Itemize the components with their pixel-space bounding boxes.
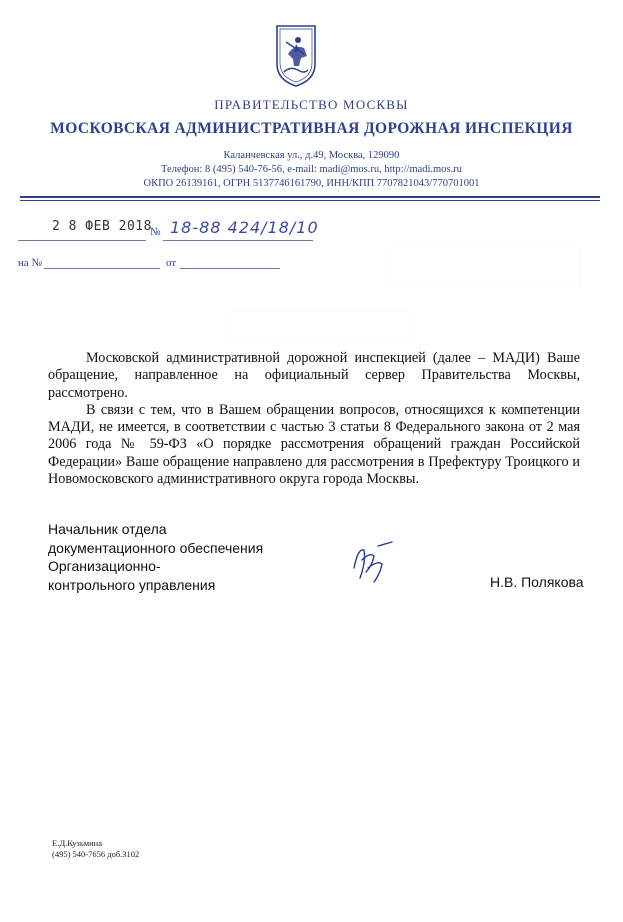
organization-title: МОСКОВСКАЯ АДМИНИСТРАТИВНАЯ ДОРОЖНАЯ ИНСПЕКЦИЯ bbox=[50, 120, 573, 137]
body-paragraph-1: Московской административной дорожной инспекцией (далее – МАДИ) Ваше обращение, направленное на официальный сервер Правительства Москвы, рассмотрено. bbox=[48, 350, 580, 401]
executor-info bbox=[52, 838, 139, 860]
position-line: Организационно- bbox=[48, 558, 161, 574]
government-title: ПРАВИТЕЛЬСТВО МОСКВЫ bbox=[214, 97, 409, 112]
date-stamp: 2 8 ФЕВ 2018 bbox=[52, 219, 152, 234]
position-line: документационного обеспечения bbox=[48, 539, 264, 556]
position-line: контрольного управления bbox=[48, 576, 216, 593]
from-underline bbox=[180, 268, 280, 269]
header-rule-thick bbox=[20, 196, 600, 198]
address-line: Каланчевская ул., д.49, Москва, 129090 bbox=[223, 150, 400, 161]
moscow-coat-of-arms-icon bbox=[274, 24, 318, 88]
phone-line: Телефон: 8 (495) 540-76-56, e-mail: madi@mos.ru, http://madi.mos.ru bbox=[161, 164, 462, 175]
from-label: от bbox=[166, 257, 177, 269]
signatory-position bbox=[48, 520, 263, 594]
redacted-salutation bbox=[230, 312, 410, 342]
registration-number: 18-88 424/18/10 bbox=[170, 218, 319, 237]
in-reply-underline bbox=[44, 268, 160, 269]
letter-body bbox=[48, 350, 580, 488]
in-reply-label: на № bbox=[18, 257, 43, 269]
executor-phone: (495) 540-7656 доб.3102 bbox=[52, 849, 140, 859]
signer-name: Н.В. Полякова bbox=[490, 574, 584, 590]
date-underline bbox=[18, 240, 146, 241]
codes-line: ОКПО 26139161, ОГРН 5137746161790, ИНН/КПП 7707821043/770701001 bbox=[143, 178, 480, 189]
redacted-addressee bbox=[390, 246, 580, 286]
number-underline bbox=[163, 240, 313, 241]
body-paragraph-2: В связи с тем, что в Вашем обращении вопросов, относящихся к компетенции МАДИ, не имеется, в соответствии с частью 3 статьи 8 Федерального закона от 2 мая 2006 года № 59-ФЗ «О порядке рассмотрения обращений граждан Российской Федерации» Ваше обращение направлено для рассмотрения в Префектуру Троицкого и Новомосковского административного округа города Москвы. bbox=[48, 401, 580, 488]
number-label: № bbox=[150, 226, 161, 238]
header-rule-thin bbox=[20, 200, 600, 201]
position-line: Начальник отдела bbox=[48, 521, 167, 537]
handwritten-signature bbox=[348, 538, 398, 588]
executor-name: Е.Д.Кузьмина bbox=[52, 838, 103, 848]
